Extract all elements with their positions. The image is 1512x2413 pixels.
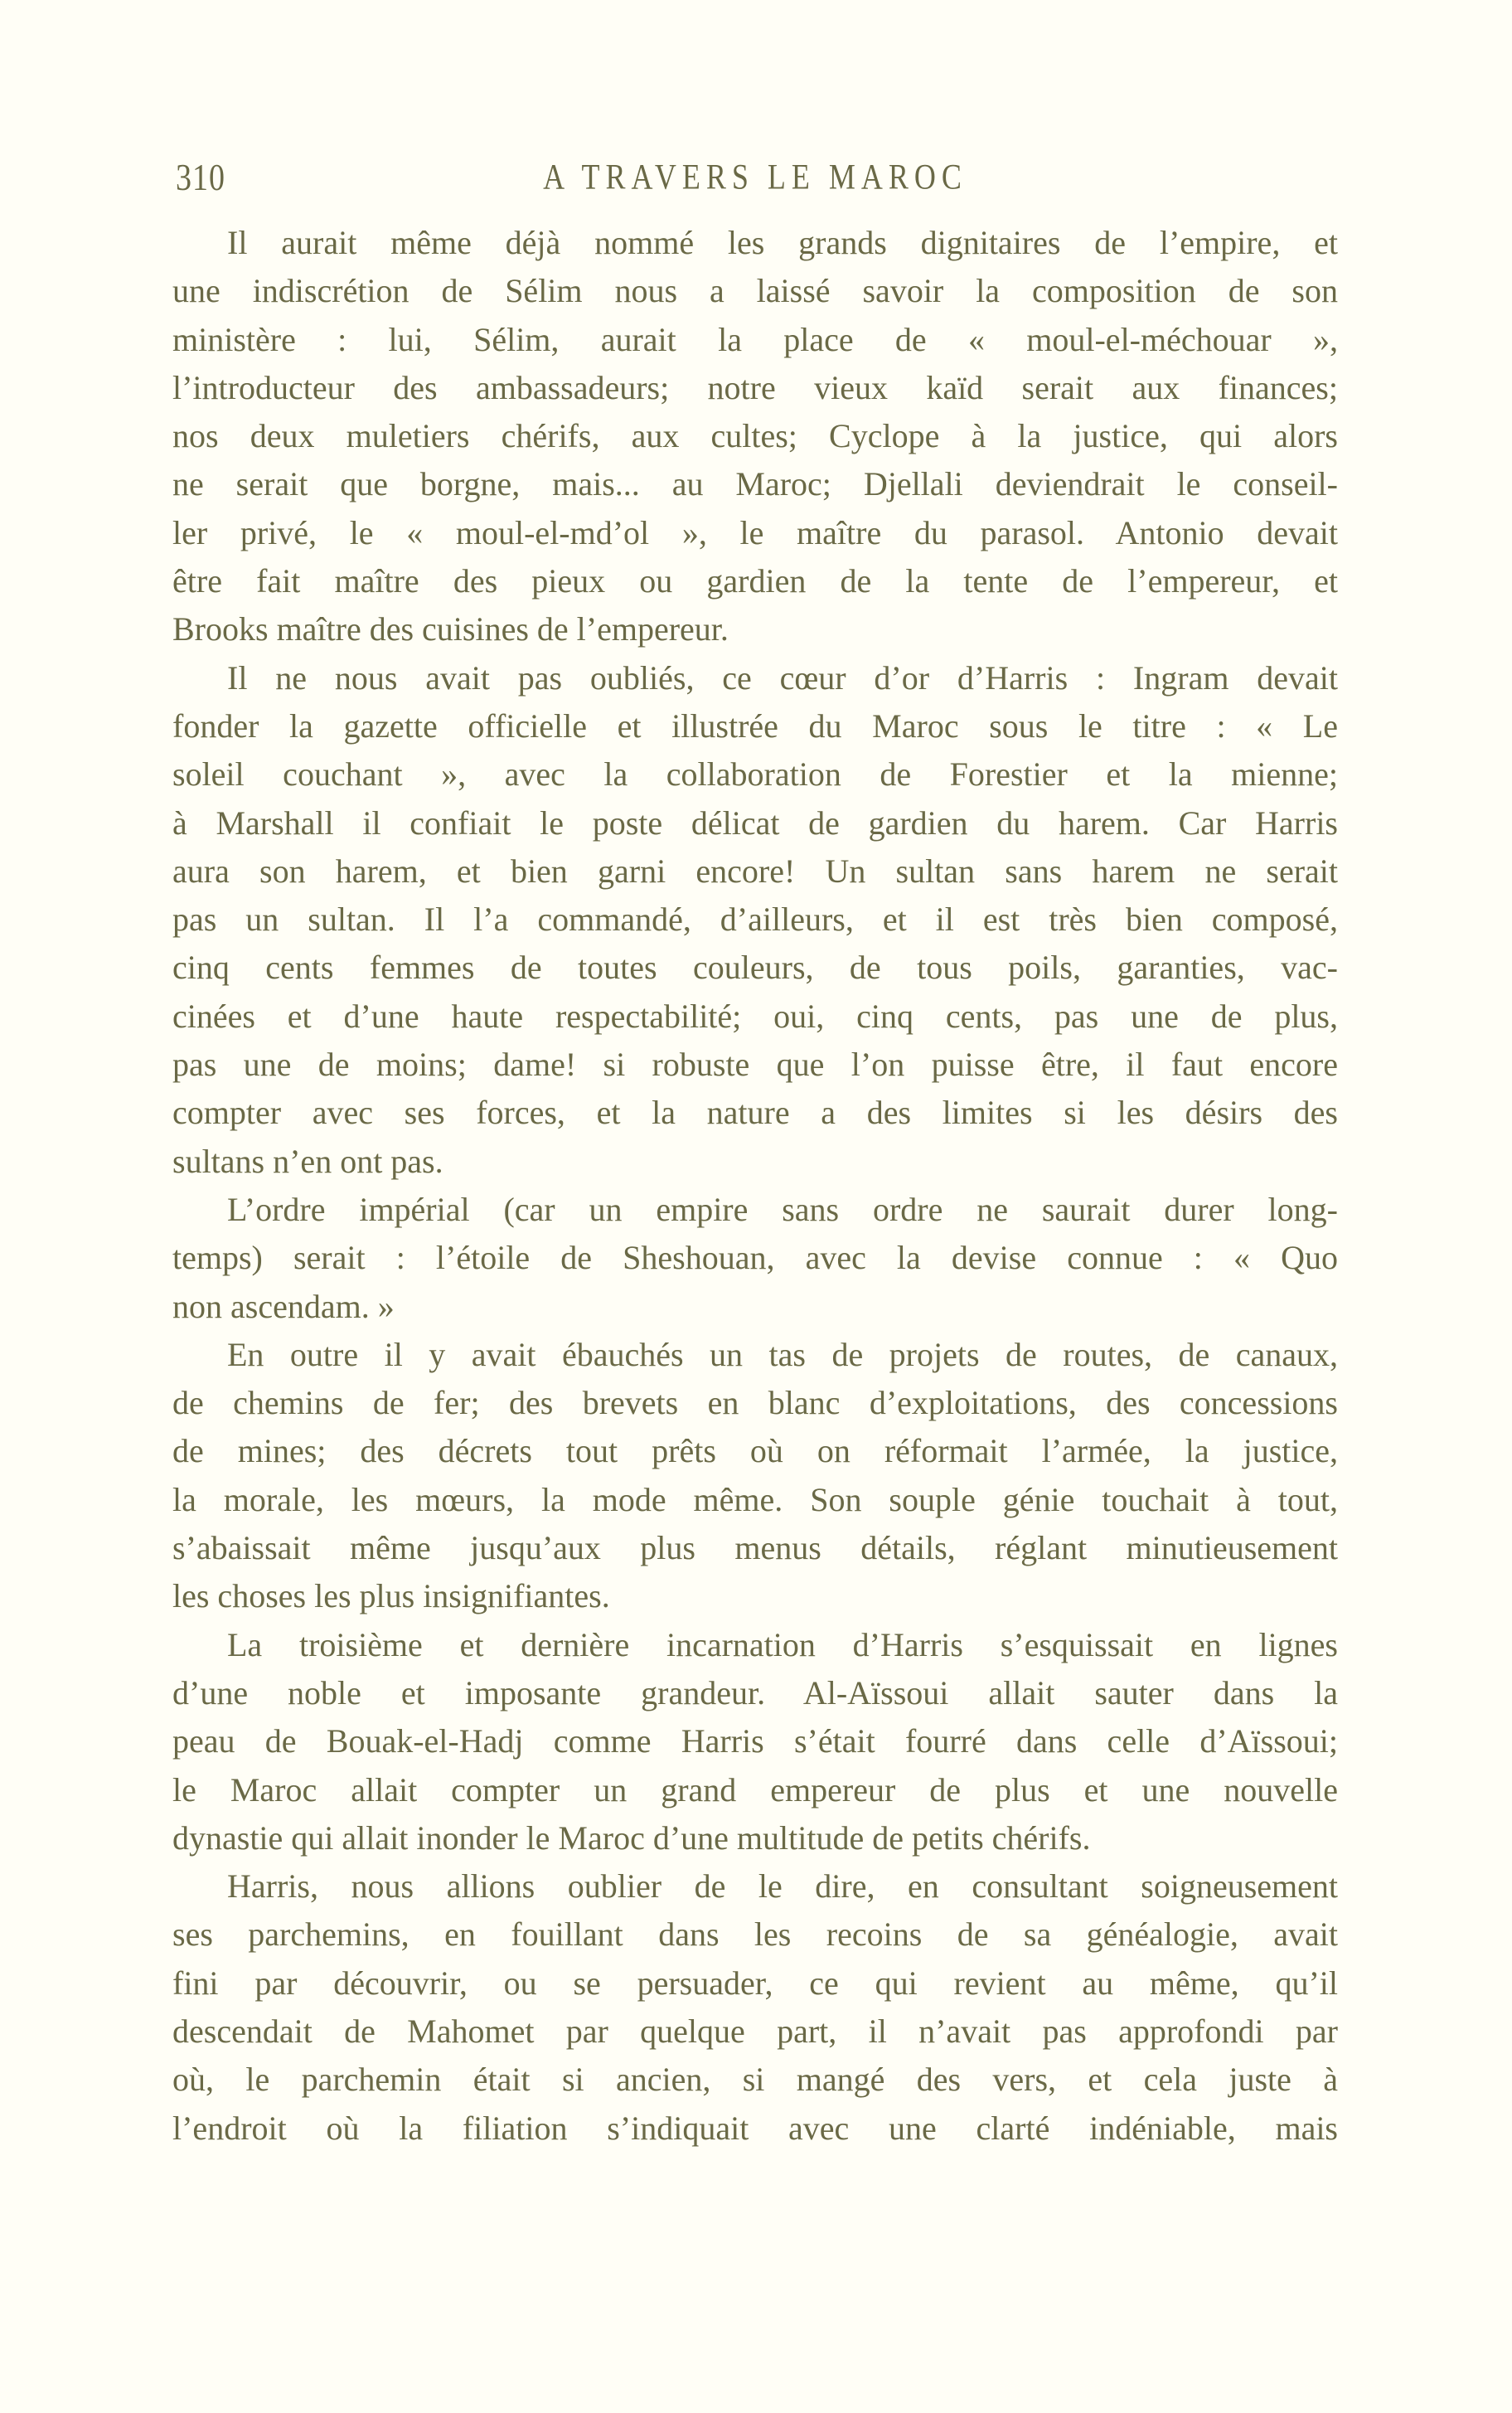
text-line: Il aurait même déjà nommé les grands dignitaires de l’empire, et (227, 224, 1338, 261)
text-line: fonder la gazette officielle et illustrée du Maroc sous le titre : « Le (172, 706, 1338, 745)
text-line: ses parchemins, en fouillant dans les recoins de sa généalogie, avait (172, 1915, 1338, 1954)
text-line: peau de Bouak-el-Hadj comme Harris s’était fourré dans celle d’Aïssoui; (172, 1722, 1338, 1760)
text-line: à Marshall il confiait le poste délicat de gardien du harem. Car Harris (172, 804, 1338, 842)
text-line: temps) serait : l’étoile de Sheshouan, avec la devise connue : « Quo (172, 1239, 1338, 1277)
text-line: de chemins de fer; des brevets en blanc d’exploitations, des concessions (172, 1384, 1338, 1422)
text-line: cinq cents femmes de toutes couleurs, de tous poils, garanties, vac- (172, 949, 1338, 987)
text-line: compter avec ses forces, et la nature a des limites si les désirs des (172, 1094, 1338, 1132)
text-line: descendait de Mahomet par quelque part, il n’avait pas approfondi par (172, 2012, 1338, 2050)
text-line: de mines; des décrets tout prêts où on réformait l’armée, la justice, (172, 1432, 1338, 1470)
paragraph (172, 654, 1338, 1186)
text-line: sultans n’en ont pas. (172, 1142, 443, 1180)
paragraph (172, 1331, 1338, 1621)
text-line: Il ne nous avait pas oubliés, ce cœur d’or d’Harris : Ingram devait (227, 658, 1338, 697)
page-number: 310 (176, 157, 225, 199)
text-line: L’ordre impérial (car un empire sans ordre ne saurait durer long- (227, 1190, 1338, 1228)
text-line: Brooks maître des cuisines de l’empereur. (172, 610, 729, 648)
text-line: aura son harem, et bien garni encore! Un sultan sans harem ne serait (172, 852, 1338, 890)
text-line: ne serait que borgne, mais... au Maroc; Djellali deviendrait le conseil- (172, 465, 1338, 503)
text-line: pas un sultan. Il l’a commandé, d’ailleurs, et il est très bien composé, (172, 901, 1338, 939)
text-line: fini par découvrir, ou se persuader, ce qui revient au même, qu’il (172, 1964, 1338, 2002)
text-line: s’abaissait même jusqu’aux plus menus détails, réglant minutieusement (172, 1529, 1338, 1567)
text-line: la morale, les mœurs, la mode même. Son souple génie touchait à tout, (172, 1480, 1338, 1518)
text-line: La troisième et dernière incarnation d’Harris s’esquissait en lignes (227, 1625, 1338, 1663)
text-line: ministère : lui, Sélim, aurait la place de « moul-el-méchouar », (172, 320, 1338, 358)
text-line: les choses les plus insignifiantes. (172, 1577, 610, 1615)
text-line: En outre il y avait ébauchés un tas de projets de routes, de canaux, (227, 1335, 1338, 1373)
text-line: cinées et d’une haute respectabilité; oui, cinq cents, pas une de plus, (172, 997, 1338, 1035)
paragraph (172, 219, 1338, 654)
running-title: A TRAVERS LE MAROC (543, 157, 967, 197)
page-body (172, 219, 1338, 2153)
text-line: une indiscrétion de Sélim nous a laissé savoir la composition de son (172, 272, 1338, 310)
paragraph (172, 1186, 1338, 1331)
text-line: le Maroc allait compter un grand empereur de plus et une nouvelle (172, 1770, 1338, 1809)
paragraph (172, 1621, 1338, 1862)
text-line: pas une de moins; dame! si robuste que l’on puisse être, il faut encore (172, 1046, 1338, 1084)
text-line: d’une noble et imposante grandeur. Al-Aïssoui allait sauter dans la (172, 1673, 1338, 1711)
text-line: où, le parchemin était si ancien, si mangé des vers, et cela juste à (172, 2061, 1338, 2099)
page-header (172, 156, 1338, 197)
text-line: ler privé, le « moul-el-md’ol », le maître du parasol. Antonio devait (172, 513, 1338, 551)
text-line: l’endroit où la filiation s’indiquait avec une clarté indéniable, mais (172, 2109, 1338, 2147)
paragraph (172, 1862, 1338, 2153)
text-line: soleil couchant », avec la collaboration de Forestier et la mienne; (172, 755, 1338, 794)
text-line: non ascendam. » (172, 1287, 395, 1325)
text-line: être fait maître des pieux ou gardien de la tente de l’empereur, et (172, 562, 1338, 600)
text-line: nos deux muletiers chérifs, aux cultes; Cyclope à la justice, qui alors (172, 417, 1338, 455)
text-line: Harris, nous allions oublier de le dire, en consultant soigneusement (227, 1867, 1338, 1906)
text-line: l’introducteur des ambassadeurs; notre vieux kaïd serait aux finances; (172, 368, 1338, 406)
text-line: dynastie qui allait inonder le Maroc d’une multitude de petits chérifs. (172, 1818, 1091, 1857)
